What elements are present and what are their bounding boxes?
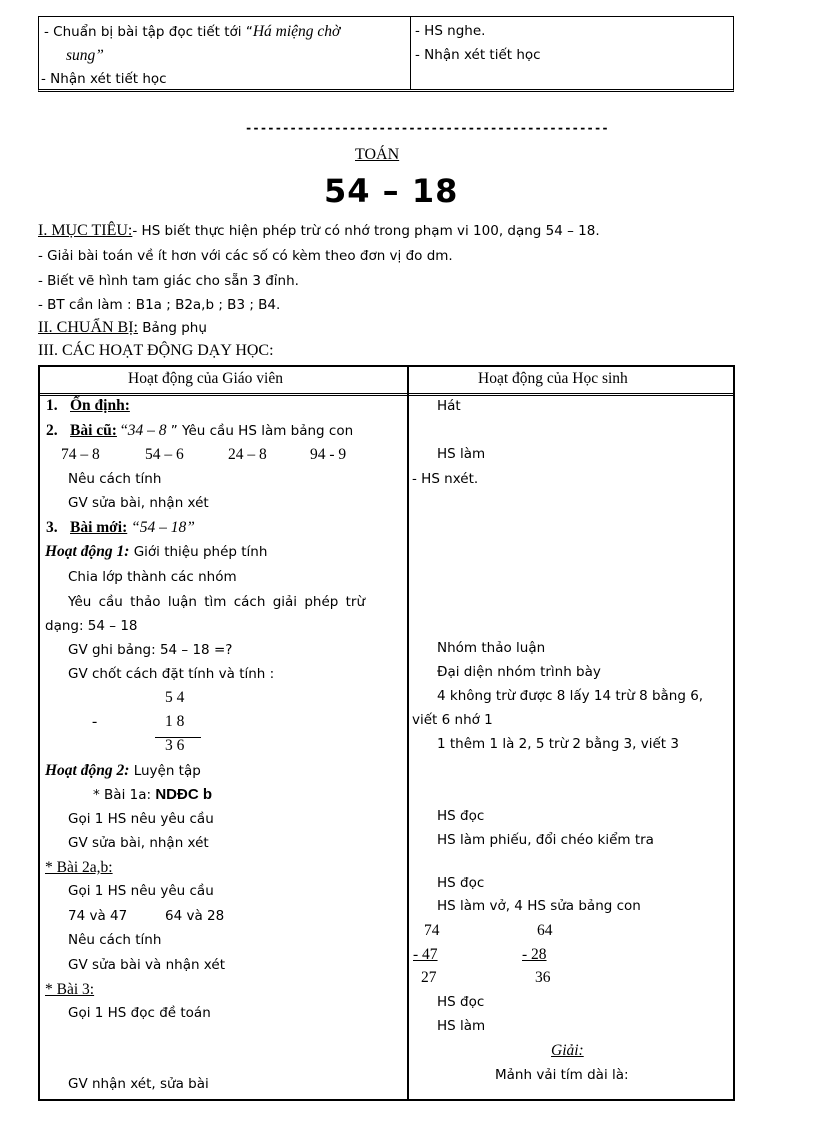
solution-line: Mảnh vải tím dài là: <box>495 1067 629 1083</box>
step-number: 2. <box>46 422 58 439</box>
teacher-call: Gọi 1 HS nêu yêu cầu <box>68 883 214 899</box>
column-calc-minus: - <box>92 713 98 730</box>
column-divider <box>407 367 409 1099</box>
student-comment: - HS nxét. <box>412 471 479 487</box>
student-calc-subtrahend: - 47 <box>413 946 438 963</box>
step-label: Bài cũ: <box>70 422 117 439</box>
objectives-line3: - Biết vẽ hình tam giác cho sẵn 3 đỉnh. <box>38 273 299 289</box>
exercise-2-heading: * Bài 2a,b: <box>45 859 113 876</box>
teacher-board: GV ghi bảng: 54 – 18 =? <box>68 642 233 658</box>
student-do: HS làm <box>437 1018 486 1034</box>
student-calc-top: 64 <box>537 922 553 939</box>
activities-heading: III. CÁC HOẠT ĐỘNG DẠY HỌC: <box>38 342 274 359</box>
activity-1-heading <box>45 543 267 561</box>
student-explain-cont: viết 6 nhớ 1 <box>412 712 493 728</box>
quote-open: “ <box>116 422 128 439</box>
teacher-fix: GV nhận xét, sửa bài <box>68 1076 209 1092</box>
student-calc-result: 36 <box>535 969 551 986</box>
subject-title: TOÁN <box>355 146 400 163</box>
calc-item: 74 – 8 <box>61 446 100 463</box>
calc-item: 94 - 9 <box>310 446 347 463</box>
teacher-how: Nêu cách tính <box>68 932 162 948</box>
student-notebook: HS làm vở, 4 HS sửa bảng con <box>437 898 641 914</box>
step-new-lesson <box>70 519 195 537</box>
column-calc-top: 5 4 <box>165 689 185 706</box>
objectives-line4: - BT cần làm : B1a ; B2a,b ; B3 ; B4. <box>38 297 281 313</box>
student-sing: Hát <box>437 398 461 414</box>
objectives-label: I. MỤC TIÊU: <box>38 222 133 239</box>
student-calc-subtrahend: - 28 <box>522 946 547 963</box>
student-review: - Nhận xét tiết học <box>415 47 541 63</box>
prep-line <box>44 23 340 41</box>
student-discuss: Nhóm thảo luận <box>437 640 546 656</box>
teacher-fix: GV sửa bài, nhận xét <box>68 835 209 851</box>
teacher-groups: Chia lớp thành các nhóm <box>68 569 237 585</box>
student-read: HS đọc <box>437 808 485 824</box>
teacher-conclude: GV chốt cách đặt tính và tính : <box>68 666 275 682</box>
student-listen: - HS nghe. <box>415 23 486 39</box>
student-explain: 4 không trừ được 8 lấy 14 trừ 8 bằng 6, <box>437 688 704 704</box>
student-sheet: HS làm phiếu, đổi chéo kiểm tra <box>437 832 654 848</box>
objectives-line2: - Giải bài toán về ít hơn với các số có kèm theo đơn vị đo dm. <box>38 248 453 264</box>
step-label: Bài mới: <box>70 519 128 536</box>
step-stabilize: Ổn định: <box>70 397 130 414</box>
student-read: HS đọc <box>437 875 485 891</box>
teacher-column-header: Hoạt động của Giáo viên <box>128 370 283 387</box>
step-number: 3. <box>46 519 58 536</box>
objectives-line1 <box>38 222 600 240</box>
objectives-text: - HS biết thực hiện phép trừ có nhớ trong phạm vi 100, dạng 54 – 18. <box>132 223 600 239</box>
activity-label: Hoạt động 2: <box>45 762 130 779</box>
preparation-line <box>38 319 207 337</box>
student-explain-cont: 1 thêm 1 là 2, 5 trừ 2 bằng 3, viết 3 <box>437 736 679 752</box>
preparation-value: Bảng phụ <box>138 320 207 336</box>
student-present: Đại diện nhóm trình bày <box>437 664 601 680</box>
student-calc-top: 74 <box>424 922 440 939</box>
header-divider <box>40 393 733 396</box>
teacher-discuss: Yêu cầu thảo luận tìm cách giải phép trừ <box>68 594 366 610</box>
activity-text: Luyện tập <box>129 763 201 779</box>
step-old-lesson <box>70 422 353 440</box>
exercise-1-heading <box>93 786 212 804</box>
section-separator: ------------------------------------------------- <box>245 121 609 135</box>
lesson-title: 54 – 18 <box>324 172 459 210</box>
step-number: 1. <box>46 397 58 414</box>
column-calc-result: 3 6 <box>165 737 185 754</box>
teacher-call: Gọi 1 HS nêu yêu cầu <box>68 811 214 827</box>
old-lesson-task: ” Yêu cầu HS làm bảng con <box>166 423 354 439</box>
exercise-pair: 74 và 47 <box>68 908 128 924</box>
prep-text: - Chuẩn bị bài tập đọc tiết tới “ <box>44 24 253 40</box>
teacher-call: Gọi 1 HS đọc đề toán <box>68 1005 211 1021</box>
column-divider <box>410 17 411 89</box>
teacher-review: - Nhận xét tiết học <box>41 71 167 87</box>
solution-heading: Giải: <box>551 1042 584 1059</box>
column-calc-subtrahend: 1 8 <box>165 713 185 730</box>
prep-line-cont: sung” <box>66 47 104 64</box>
student-read: HS đọc <box>437 994 485 1010</box>
old-lesson-title: 34 – 8 <box>127 422 167 439</box>
teacher-fix: GV sửa bài và nhận xét <box>68 957 225 973</box>
student-column-header: Hoạt động của Học sinh <box>478 370 628 387</box>
exercise-pair: 64 và 28 <box>165 908 225 924</box>
activity-text: Giới thiệu phép tính <box>129 544 268 560</box>
exercise-3-heading: * Bài 3: <box>45 981 95 998</box>
activity-label: Hoạt động 1: <box>45 543 130 560</box>
exercise-label: * Bài 1a: <box>93 787 156 803</box>
teacher-fix: GV sửa bài, nhận xét <box>68 495 209 511</box>
next-lesson-title: Há miệng chờ <box>252 23 341 40</box>
activity-2-heading <box>45 762 201 780</box>
preparation-label: II. CHUẨN BỊ: <box>38 319 138 336</box>
exercise-note: NDĐC b <box>155 786 212 803</box>
teacher-how: Nêu cách tính <box>68 471 162 487</box>
student-calc-result: 27 <box>421 969 437 986</box>
calc-item: 24 – 8 <box>228 446 267 463</box>
teacher-discuss-cont: dạng: 54 – 18 <box>45 618 138 634</box>
calc-item: 54 – 6 <box>145 446 184 463</box>
student-do: HS làm <box>437 446 486 462</box>
new-lesson-title: “54 – 18” <box>127 519 195 536</box>
